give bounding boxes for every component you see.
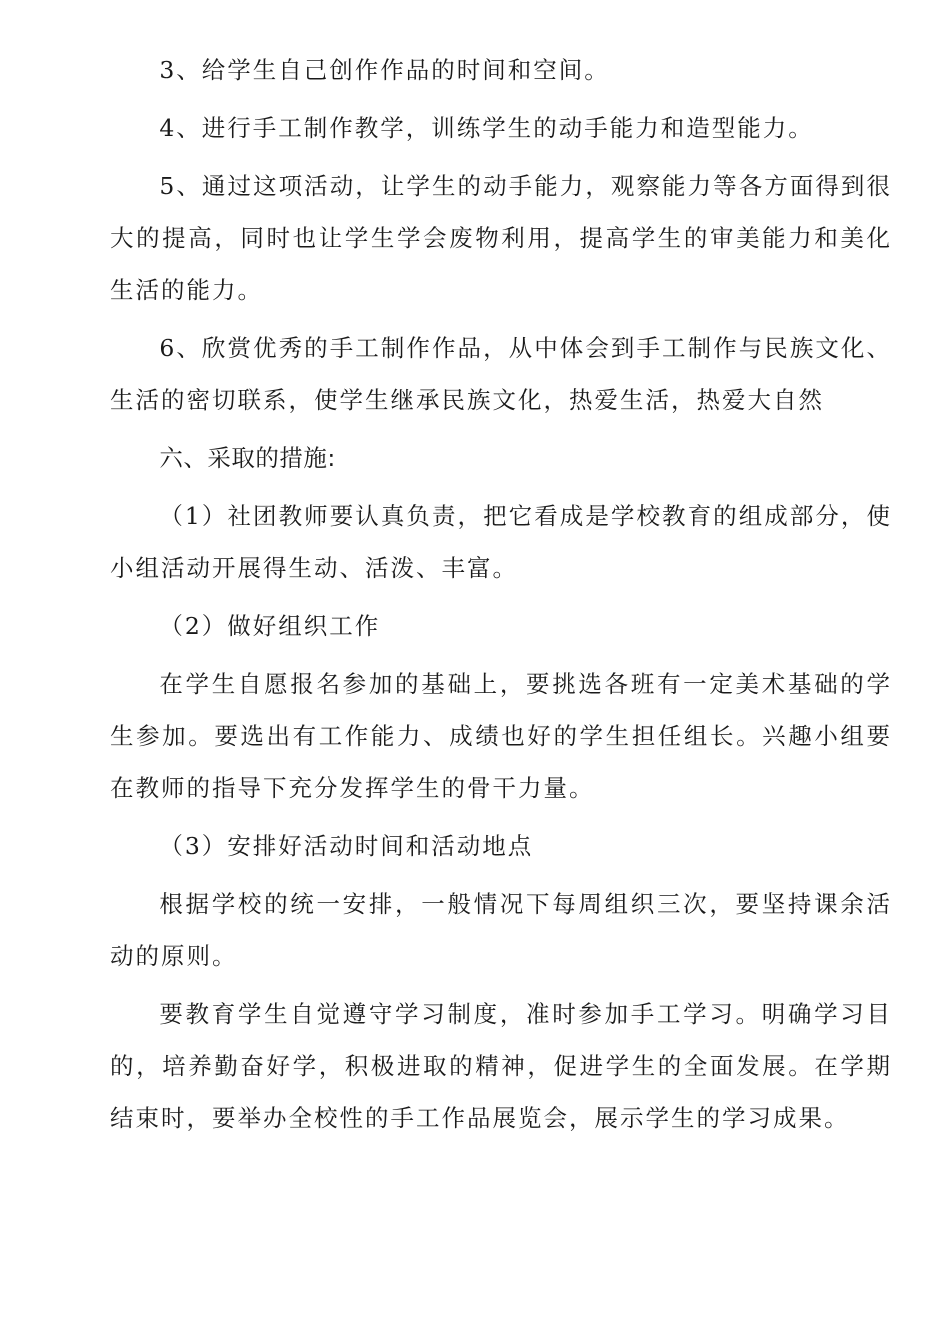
measure-2-title: （2）做好组织工作 — [159, 612, 381, 640]
list-item-6: 6、欣赏优秀的手工制作作品，从中体会到手工制作与民族文化、生活的密切联系，使学生继承民族文化，热爱生活，热爱大自然 — [110, 334, 892, 414]
section-heading: 六、采取的措施: — [159, 444, 336, 472]
list-item-5: 5、通过这项活动，让学生的动手能力，观察能力等各方面得到很大的提高，同时也让学生学会废物利用，提高学生的审美能力和美化生活的能力。 — [110, 172, 892, 304]
measure-1: （1）社团教师要认真负责，把它看成是学校教育的组成部分，使小组活动开展得生动、活泼、丰富。 — [110, 502, 892, 582]
list-item-3: 3、给学生自己创作作品的时间和空间。 — [159, 56, 610, 84]
closing-paragraph: 要教育学生自觉遵守学习制度，准时参加手工学习。明确学习目的，培养勤奋好学，积极进取的精神，促进学生的全面发展。在学期结束时，要举办全校性的手工作品展览会，展示学生的学习成果。 — [110, 1000, 892, 1132]
measure-3-body: 根据学校的统一安排，一般情况下每周组织三次，要坚持课余活动的原则。 — [110, 890, 892, 970]
measure-2-body: 在学生自愿报名参加的基础上，要挑选各班有一定美术基础的学生参加。要选出有工作能力、成绩也好的学生担任组长。兴趣小组要在教师的指导下充分发挥学生的骨干力量。 — [110, 670, 892, 802]
list-item-4: 4、进行手工制作教学，训练学生的动手能力和造型能力。 — [159, 114, 814, 142]
measure-3-title: （3）安排好活动时间和活动地点 — [159, 832, 534, 860]
document-page — [110, 44, 892, 1144]
